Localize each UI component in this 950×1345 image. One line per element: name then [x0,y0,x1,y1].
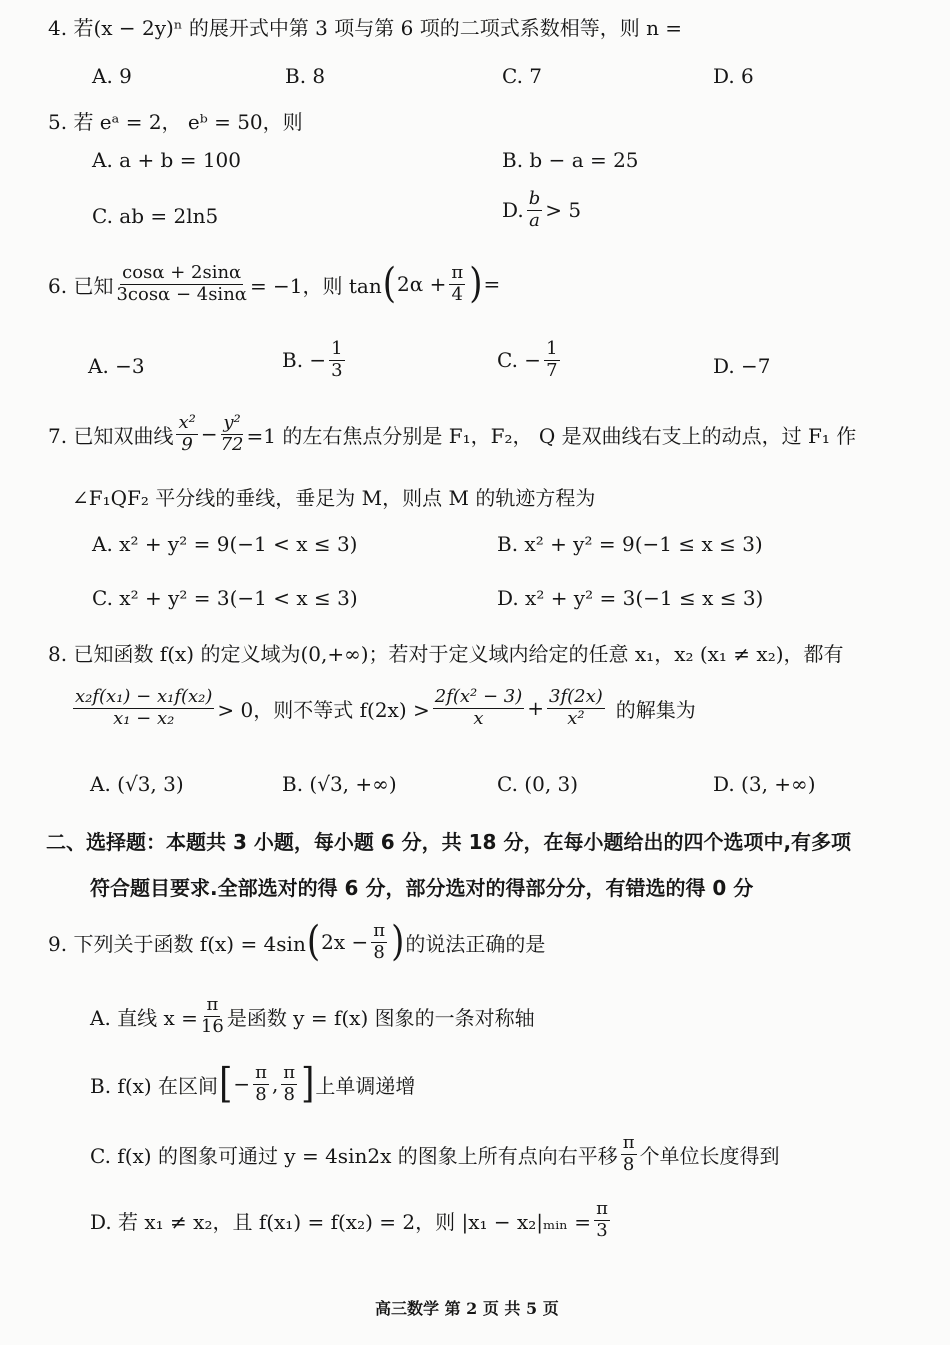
option-text: B. f(x) 在区间 [90,1073,219,1098]
left-paren: ( [382,260,396,309]
denominator: 3 [331,359,343,381]
option-label: D. [502,198,524,223]
plus-sign: + [527,696,545,721]
q9-option-a [90,996,535,1037]
option-label: B. − [282,348,327,373]
denominator: 8 [283,1083,295,1105]
fraction [544,340,559,381]
fraction [594,1200,610,1241]
q9-pre: 9. 下列关于函数 f(x) = 4sin [48,931,306,956]
denominator: 8 [622,1153,635,1175]
option-text: D. 若 x₁ ≠ x₂，且 f(x₁) = f(x₂) = 2，则 |x₁ − x₂|ₘᵢₙ = [90,1209,592,1234]
q7-pre: 7. 已知双曲线 [48,423,174,448]
denominator: x² [567,707,585,729]
fraction [201,996,224,1037]
numerator: x₂f(x₁) − x₁f(x₂) [75,686,213,707]
denominator: 16 [200,1015,224,1037]
numerator: cosα + 2sinα [122,262,242,283]
denominator: 3cosα − 4sinα [116,283,247,305]
option-text: C. f(x) 的图象可通过 y = 4sin2x 的图象上所有点向右平移 [90,1143,618,1168]
denominator: 8 [255,1083,267,1105]
q4-option-d: D. 6 [713,64,754,88]
q8-mid: > 0，则不等式 f(2x) > [217,697,430,722]
denominator: 8 [373,941,385,963]
fraction [73,688,214,729]
denominator: 9 [181,433,193,455]
q6-option-a: A. −3 [88,354,145,378]
option-tail: > 5 [545,198,582,223]
numerator: π [206,994,219,1015]
numerator: π [622,1132,635,1153]
fraction [371,922,387,963]
fraction [281,1064,297,1105]
numerator: 1 [546,338,558,359]
fraction [116,264,246,305]
fraction [449,264,465,305]
fraction [253,1064,269,1105]
fraction [329,340,344,381]
denominator: 7 [546,359,558,381]
numerator: π [283,1062,296,1083]
left-paren: ( [306,918,321,967]
q6-option-b [282,340,348,381]
q9-tail: 的说法正确的是 [405,931,546,956]
q5-option-c: C. ab = 2ln5 [92,204,219,228]
q5-stem: 5. 若 eᵃ = 2， eᵇ = 50，则 [48,110,303,134]
q6-option-c [497,340,563,381]
q6-inner: 2α + [397,272,447,297]
option-label: C. − [497,348,542,373]
q8-option-c: C. (0, 3) [497,772,579,796]
option-text: A. 直线 x = [90,1005,198,1030]
right-bracket: ] [301,1060,315,1109]
numerator: 3f(2x) [549,686,603,707]
denominator: 4 [451,283,463,305]
q4-option-c: C. 7 [502,64,543,88]
q7-option-a: A. x² + y² = 9(−1 < x ≤ 3) [92,532,358,556]
fraction [527,190,543,231]
q6-stem [48,260,501,309]
q6-option-d: D. −7 [713,354,771,378]
denominator: x [473,707,484,729]
q5-option-b: B. b − a = 25 [502,148,639,172]
q7-stem [48,414,856,455]
denominator: a [529,209,540,231]
q8-line1: 8. 已知函数 f(x) 的定义域为(0,+∞)；若对于定义域内给定的任意 x₁，x₂ (x₁ ≠ x₂)，都有 [48,642,844,666]
option-text: 是函数 y = f(x) 图象的一条对称轴 [226,1005,535,1030]
q6-tail: = [483,272,501,297]
q9-stem [48,918,546,967]
numerator: π [255,1062,267,1083]
right-paren: ) [469,260,483,309]
q6-pre: 6. 已知 [48,273,114,298]
q7-line2: ∠F₁QF₂ 平分线的垂线，垂足为 M，则点 M 的轨迹方程为 [72,486,596,510]
numerator: π [373,920,386,941]
numerator: π [451,262,464,283]
q8-option-b: B. (√3, +∞) [282,772,397,796]
q8-line2 [70,688,696,729]
q4-option-b: B. 8 [285,64,326,88]
minus-sign: − [200,422,218,447]
page-footer: 高三数学 第 2 页 共 5 页 [375,1299,559,1318]
right-paren: ) [391,918,405,967]
q8-option-a: A. (√3, 3) [90,772,184,796]
q8-option-d: D. (3, +∞) [713,772,816,796]
fraction [176,414,197,455]
q8-tail: 的解集为 [615,697,696,722]
q7-tail: =1 的左右焦点分别是 F₁，F₂， Q 是双曲线右支上的动点，过 F₁ 作 [246,423,857,448]
fraction [221,414,244,455]
q9-inner: 2x − [321,930,369,955]
section2-heading-line1: 二、选择题：本题共 3 小题，每小题 6 分，共 18 分，在每小题给出的四个选项中,有多项 [46,830,852,854]
denominator: 72 [220,433,244,455]
q5-option-a: A. a + b = 100 [92,148,242,172]
denominator: x₁ − x₂ [113,707,175,729]
numerator: π [596,1198,608,1219]
option-text: 上单调递增 [315,1073,416,1098]
q9-option-d [90,1200,613,1241]
numerator: 2f(x² − 3) [434,686,523,707]
numerator: y² [223,412,241,433]
section2-heading-line2: 符合题目要求.全部选对的得 6 分，部分选对的得部分分，有错选的得 0 分 [90,876,754,900]
q7-option-d: D. x² + y² = 3(−1 ≤ x ≤ 3) [497,586,764,610]
left-bracket: [ [219,1060,233,1109]
q9-option-b: B. f(x) 在区间 [ − $\frac{\pi}{8}$ , $\frac{\pi}{8}$ ] 上单调递增 [90,1060,416,1109]
q7-option-b: B. x² + y² = 9(−1 ≤ x ≤ 3) [497,532,763,556]
q7-option-c: C. x² + y² = 3(−1 < x ≤ 3) [92,586,358,610]
numerator: x² [178,412,196,433]
denominator: 3 [596,1219,608,1241]
fraction [621,1134,637,1175]
fraction [547,688,605,729]
option-text: 个单位长度得到 [639,1143,780,1168]
q4-stem: 4. 若(x − 2y)ⁿ 的展开式中第 3 项与第 6 项的二项式系数相等，则 n = [48,16,683,40]
numerator: 1 [331,338,343,359]
q9-option-c [90,1134,780,1175]
fraction [433,688,525,729]
q6-mid: = −1，则 tan [249,273,382,298]
q4-option-a: A. 9 [92,64,132,88]
numerator: b [528,188,541,209]
q5-option-d [502,190,581,231]
